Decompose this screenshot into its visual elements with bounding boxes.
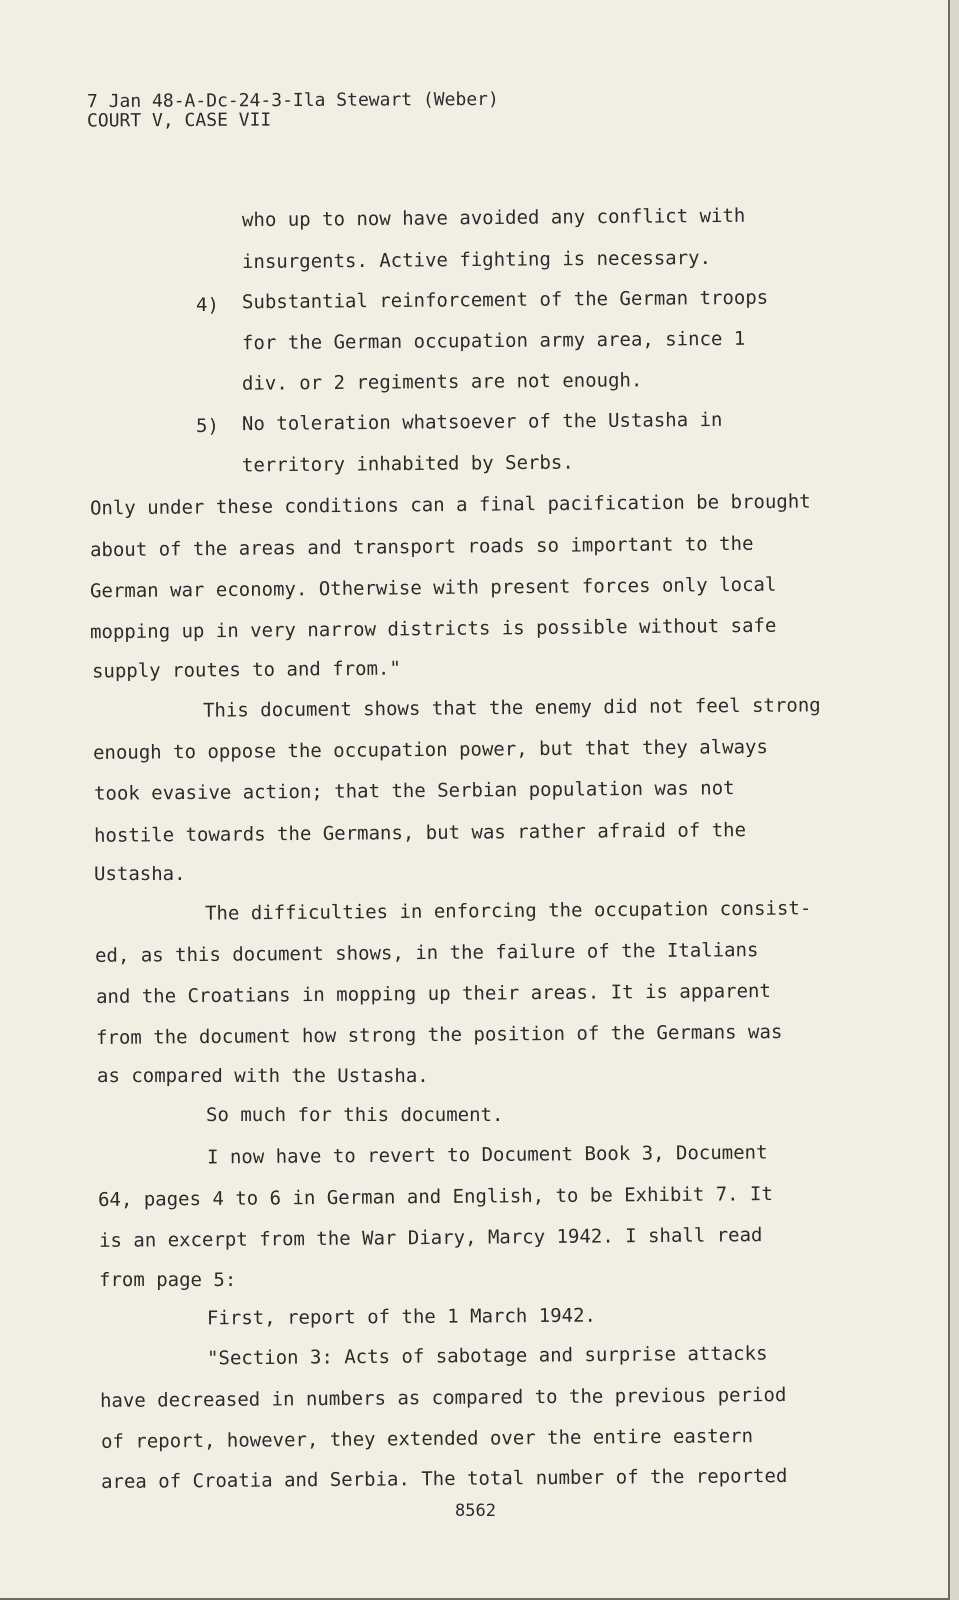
list-continuation-line: who up to now have avoided any conflict with [241,204,746,232]
paragraph-line: took evasive action; that the Serbian population was not [93,777,735,805]
list-item-4-line: for the German occupation army area, since 1 [241,327,746,355]
list-item-5-line: territory inhabited by Serbs. [241,451,574,477]
header-line-2: COURT V, CASE VII [86,109,272,132]
paragraph-line: The difficulties in enforcing the occupation consist- [204,897,812,925]
paragraph-line: have decreased in numbers as compared to the previous period [99,1384,787,1412]
list-item-4-line: Substantial reinforcement of the German troops [241,286,769,314]
paragraph-line: Ustasha. [94,863,186,885]
header-line-1: 7 Jan 48-A-Dc-24-3-Ila Stewart (Weber) [86,88,499,113]
list-item-5-line: No toleration whatsoever of the Ustasha in [241,408,723,436]
paragraph-line: as compared with the Ustasha. [97,1065,429,1087]
paragraph-line: about of the areas and transport roads so important to the [89,532,754,562]
paragraph-line: 64, pages 4 to 6 in German and English, to be Exhibit 7. It [97,1183,773,1211]
paragraph-line: "Section 3: Acts of sabotage and surprise attacks [206,1342,768,1370]
list-item-5-number: 5) [196,415,219,437]
paragraph-line: ed, as this document shows, in the failure of the Italians [94,939,759,967]
list-item-4-line: div. or 2 regiments are not enough. [241,369,643,395]
paragraph-line: area of Croatia and Serbia. The total number of the reported [100,1465,788,1493]
paragraph-line: mopping up in very narrow districts is possible without safe [89,614,777,644]
list-continuation-line: insurgents. Active fighting is necessary. [241,246,712,274]
paragraph-line: enough to oppose the occupation power, but that they always [92,736,768,764]
paragraph-line: supply routes to and from." [91,657,401,683]
paragraph-line: and the Croatians in mopping up their areas. It is apparent [95,980,771,1008]
paragraph-line: from page 5: [99,1269,237,1291]
paragraph-line: So much for this document. [206,1104,504,1126]
paragraph-line: hostile towards the Germans, but was rather afraid of the [93,819,747,847]
page-number: 8562 [455,1501,496,1521]
paragraph-line: is an excerpt from the War Diary, Marcy 1942. I shall read [98,1224,763,1252]
paragraph-line: Only under these conditions can a final pacification be brought [89,490,811,520]
paragraph-line: of report, however, they extended over the entire eastern [100,1425,754,1453]
paragraph-line: First, report of the 1 March 1942. [206,1304,597,1330]
paragraph-line: from the document how strong the position of the Germans was [95,1021,783,1049]
paragraph-line: German war economy. Otherwise with present forces only local [89,573,777,603]
paragraph-line: I now have to revert to Document Book 3, Document [206,1141,768,1169]
paragraph-line: This document shows that the enemy did not feel strong [202,694,821,722]
list-item-4-number: 4) [196,294,219,316]
